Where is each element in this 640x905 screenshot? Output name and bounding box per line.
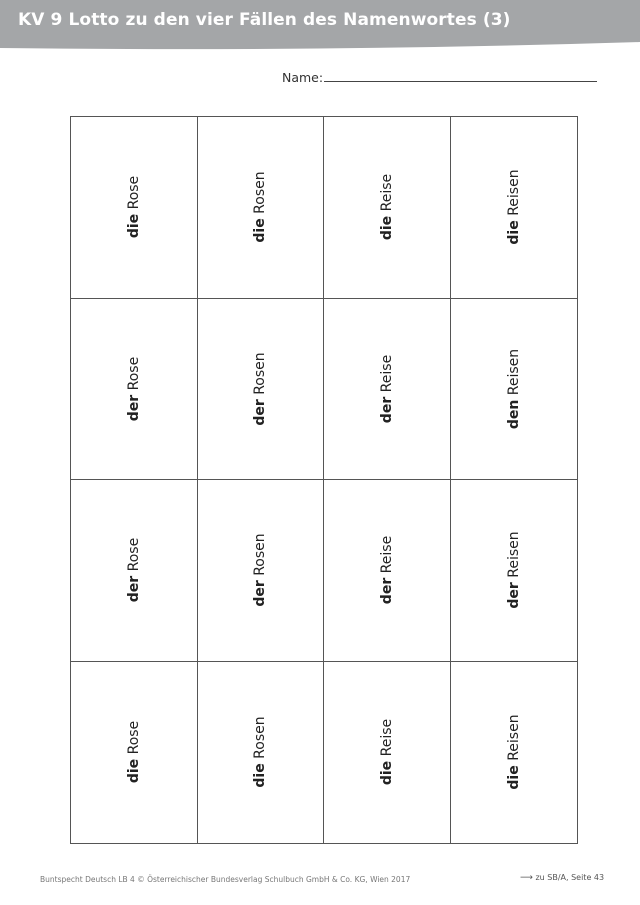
lotto-card (198, 480, 325, 662)
card-noun: Rosen (252, 171, 269, 215)
lotto-card (324, 480, 451, 662)
lotto-card (71, 299, 198, 481)
card-noun: Rosen (252, 716, 269, 760)
card-noun: Reise (378, 719, 395, 757)
footer-copyright: Buntspecht Deutsch LB 4 © Österreichischer Bundesverlag Schulbuch GmbH & Co. KG, Wien 2017 (40, 875, 411, 884)
card-phrase (379, 536, 395, 604)
card-phrase (506, 170, 522, 245)
footer-reference (520, 873, 604, 883)
card-phrase (252, 717, 268, 788)
card-noun: Reise (378, 174, 395, 212)
card-phrase (126, 176, 142, 238)
card-article: die (252, 218, 269, 243)
card-article: der (252, 398, 269, 426)
long-right-arrow-icon: ⟶ (520, 873, 533, 883)
card-phrase (252, 352, 268, 425)
card-article: die (125, 214, 142, 239)
card-phrase (126, 538, 142, 602)
card-noun: Rose (125, 538, 142, 572)
card-article: der (505, 582, 522, 609)
lotto-card (451, 299, 578, 481)
card-phrase (379, 174, 395, 240)
card-phrase (506, 532, 522, 609)
card-article: die (505, 765, 522, 790)
card-article: die (378, 761, 395, 786)
card-noun: Rose (125, 356, 142, 391)
card-article: der (125, 576, 142, 603)
lotto-card (198, 662, 325, 844)
lotto-card (324, 662, 451, 844)
lotto-card (71, 662, 198, 844)
card-phrase (126, 721, 142, 783)
card-phrase (126, 357, 142, 421)
card-noun: Reise (378, 354, 395, 393)
card-noun: Reise (378, 536, 395, 574)
card-article: die (252, 763, 269, 788)
name-write-line[interactable] (324, 81, 597, 82)
name-label: Name: (282, 70, 324, 85)
card-phrase (252, 172, 268, 243)
card-article: der (378, 578, 395, 605)
card-noun: Rosen (252, 352, 269, 395)
lotto-card (198, 117, 325, 299)
lotto-card (451, 480, 578, 662)
card-phrase (379, 355, 395, 423)
card-phrase (379, 719, 395, 785)
lotto-card (451, 117, 578, 299)
card-noun: Rose (125, 176, 142, 210)
lotto-card (324, 299, 451, 481)
card-article: den (505, 399, 522, 429)
lotto-card (324, 117, 451, 299)
card-article: die (378, 216, 395, 241)
card-noun: Reisen (505, 169, 522, 217)
card-article: die (505, 220, 522, 245)
card-article: der (378, 396, 395, 423)
lotto-card (71, 117, 198, 299)
name-field[interactable] (282, 68, 600, 88)
lotto-card-grid (70, 116, 578, 844)
card-noun: Reisen (505, 348, 522, 395)
lotto-card (451, 662, 578, 844)
card-article: die (125, 759, 142, 784)
card-noun: Rosen (252, 533, 269, 577)
card-phrase (506, 715, 522, 790)
card-article: der (252, 580, 269, 607)
card-phrase (506, 349, 522, 429)
lotto-card (71, 480, 198, 662)
card-noun: Reisen (505, 714, 522, 762)
lotto-card (198, 299, 325, 481)
card-article: der (125, 394, 142, 421)
header-band (0, 0, 640, 52)
card-noun: Reisen (505, 531, 522, 579)
card-noun: Rose (125, 721, 142, 755)
footer-reference-text: zu SB/A, Seite 43 (535, 873, 605, 882)
page-title: KV 9 Lotto zu den vier Fällen des Namenwortes (3) (18, 10, 511, 30)
card-phrase (252, 534, 268, 607)
